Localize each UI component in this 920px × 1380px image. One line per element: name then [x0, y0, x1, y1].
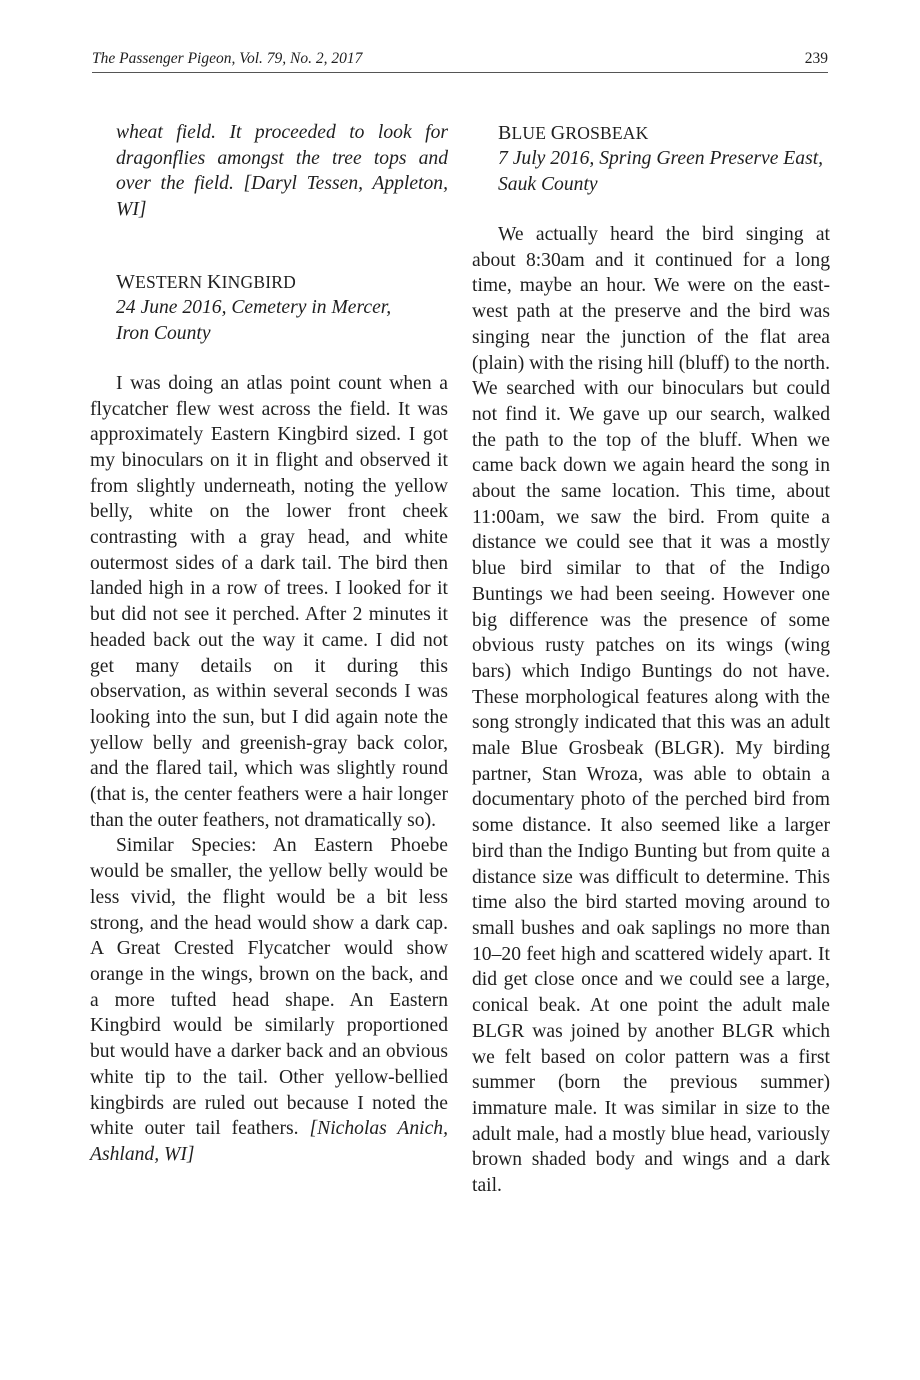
section-date-location: 7 July 2016, Spring Green Preserve East,: [498, 148, 824, 169]
section-title-western-kingbird: WESTERN KINGBIRD: [116, 270, 296, 293]
section-county: Sauk County: [498, 174, 598, 195]
section-county: Iron County: [116, 322, 211, 344]
body-paragraph: Similar Species: An Eastern Phoebe would be smaller, the yellow belly would be less vivid, the flight would be a bit less strong, and the head would show a dark cap. A Great Crested Flycatcher would show orange in the wings, brown on the back, and a more tufted head shape. An Eastern Kingbird would be similarly proportioned but would have a darker back and an obvious white tip to the tail. Other yellow-bellied kingbirds are ruled out because I noted the white outer tail feathers. [Nicholas Anich, Ashland, WI]: [90, 835, 448, 1165]
section-title-blue-grosbeak: BLUE GROSBEAK: [498, 122, 649, 144]
right-column: [472, 120, 830, 1199]
journal-citation: The Passenger Pigeon, Vol. 79, No. 2, 2017: [92, 50, 363, 67]
body-paragraph: We actually heard the bird singing at about 8:30am and it continued for a long time, maybe an hour. We were on the east-west path at the preserve and the bird was singing near the junction of the flat area (plain) with the rising hill (bluff) to the north. We searched with our binoculars but could not find it. We gave up our search, walked the path to the top of the bluff. When we came back down we again heard the song in about the same location. This time, about 11:00am, we saw the bird. From quite a distance we could see that it was a mostly blue bird similar to that of the Indigo Buntings we had been seeing. However one big difference was the presence of some obvious rusty patches on its wings (wing bars) which Indigo Buntings do not have. These morphological features along with the song strongly indicated that this was an adult male Blue Grosbeak (BLGR). My birding partner, Stan Wroza, was able to obtain a documentary photo of the perched bird from some distance. It also seemed like a larger bird than the Indigo Bunting but from quite a distance size was difficult to determine. This time also the bird started moving around to small bushes and oak saplings no more than 10–20 feet high and scattered widely apart. It did get close once and we could see a large, conical beak. At one point the adult male BLGR was joined by another BLGR which we felt based on color pattern was a first summer (born the previous summer) immature male. It was similar in size to the adult male, had a mostly blue head, variously brown shaded body and wings and a dark tail.: [472, 224, 830, 1197]
section-date-location: 24 June 2016, Cemetery in Mercer,: [116, 296, 392, 318]
body-paragraph: I was doing an atlas point count when a flycatcher flew west across the field. It was approximately Eastern Kingbird sized. I got my binoculars on it in flight and observed it from slightly underneath, noting the yellow belly, white on the lower front cheek contrasting with a gray head, and white outermost sides of a dark tail. The bird then landed high in a row of trees. I looked for it but did not see it perched. After 2 minutes it headed back out the way it came. I did not get many details on it during this observation, as within several seconds I was looking into the sun, but I did again note the yellow belly and greenish-gray back color, and the flared tail, which was slightly round (that is, the center feathers were a hair longer than the outer feathers, not dramatically so).: [90, 372, 448, 831]
continued-paragraph: wheat field. It proceeded to look for dragonflies amongst the tree tops and over the field. [Daryl Tessen, Appleton, WI]: [116, 122, 448, 221]
page-number: 239: [804, 50, 828, 67]
running-header: [92, 50, 828, 73]
author-signature: [Nicholas Anich, Ashland, WI]: [90, 1118, 448, 1165]
left-column: [90, 120, 448, 1168]
